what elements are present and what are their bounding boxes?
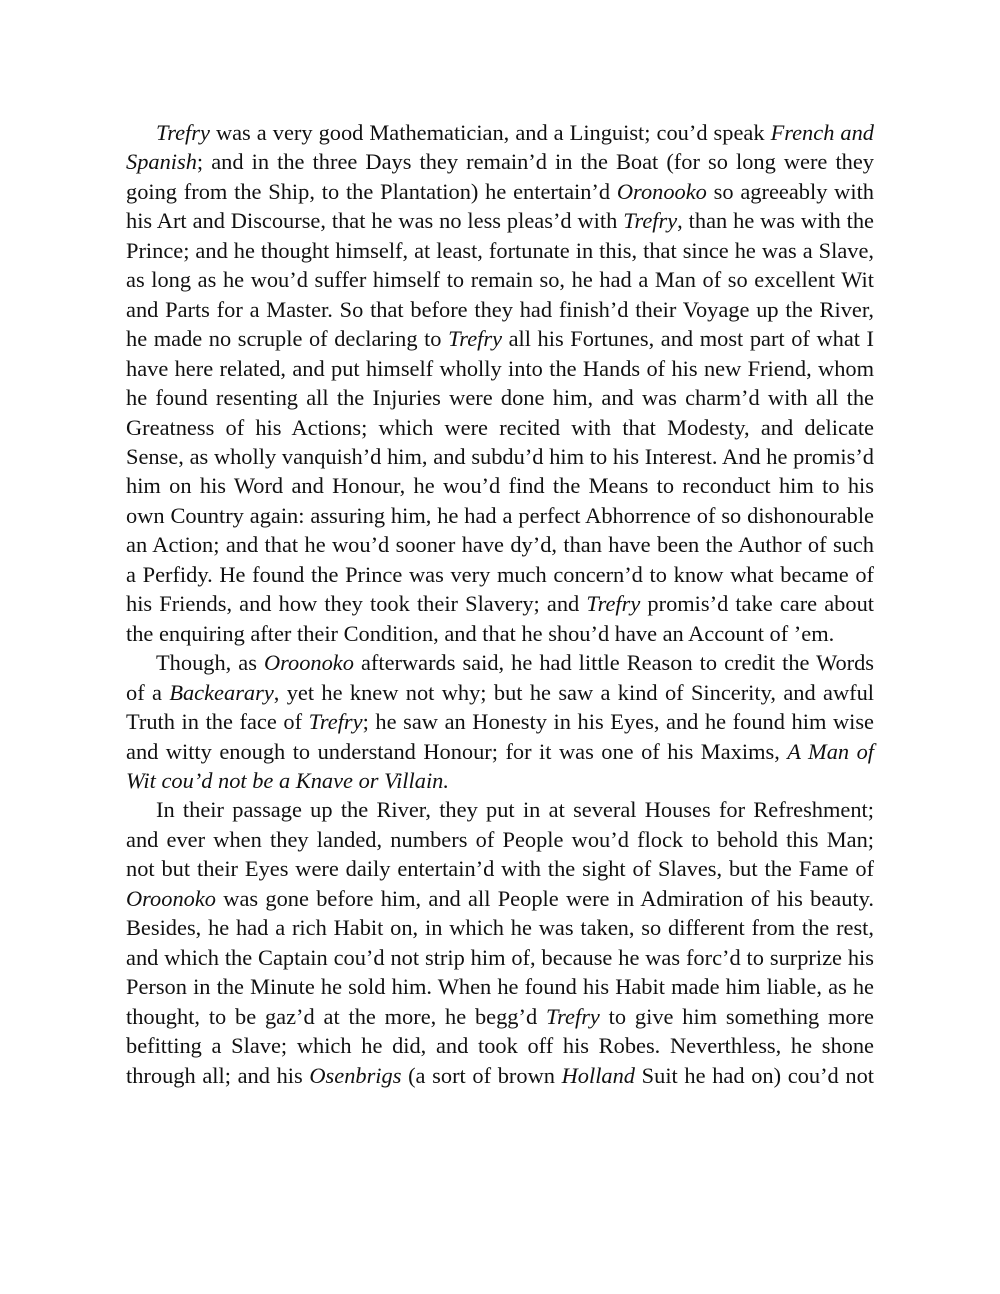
text-run: to give him something more befitting a Slave; which he did, and took off his Robes. Neverthless, he shone through all; and his bbox=[126, 1003, 874, 1088]
italic-text: French and Spanish bbox=[126, 120, 875, 175]
text-run: Suit he had on) cou’d not bbox=[635, 1062, 874, 1088]
text-run: ; he saw an Honesty in his Eyes, and he found him wise and witty enough to understand Honour; for it was one of his Maxims, bbox=[126, 709, 874, 764]
text-run: Though, as bbox=[156, 650, 264, 676]
italic-text: Oroonoko bbox=[263, 650, 354, 676]
italic-text: Trefry bbox=[308, 709, 363, 735]
italic-text: Holland bbox=[561, 1062, 636, 1088]
text-run: promis’d take care about the enquiring after their Condition, and that he shou’d have an Account of ’em. bbox=[126, 591, 874, 646]
italic-text: Trefry bbox=[586, 591, 641, 617]
italic-text: Trefry bbox=[448, 326, 503, 352]
text-run: afterwards said, he had little Reason to credit the Words of a bbox=[126, 650, 874, 705]
paragraph bbox=[126, 795, 874, 1090]
italic-text: Trefry bbox=[545, 1003, 600, 1029]
italic-text: Backearary bbox=[169, 679, 274, 705]
italic-text: A Man of Wit cou’d not be a Knave or Villain. bbox=[126, 738, 874, 793]
text-run: ; and in the three Days they remain’d in the Boat (for so long were they going from the Ship, to the Plantation) he entertain’d bbox=[126, 149, 874, 204]
text-run: all his Fortunes, and most part of what I have here related, and put himself wholly into the Hands of his new Friend, whom he found resenting all the Injuries were done him, and was charm’d with all the Greatness of his Actions; which were recited with that Modesty, and delicate Sense, as wholly vanquish’d him, and subdu’d him to his Interest. And he promis’d him on his Word and Honour, he wou’d find the Means to reconduct him to his own Country again: assuring him, he had a perfect Abhorrence of so dishonourable an Action; and that he wou’d sooner have dy’d, than have been the Author of such a Perfidy. He found the Prince was very much concern’d to know what became of his Friends, and how they took their Slavery; and bbox=[126, 326, 875, 617]
book-page bbox=[126, 118, 874, 1090]
text-run: In their passage up the River, they put in at several Houses for Refreshment; and ever when they landed, numbers of People wou’d flock to behold this Man; not but their Eyes were daily entertain’d with the sight of Slaves, but the Fame of bbox=[126, 797, 874, 882]
text-run: , yet he knew not why; but he saw a kind of Sincerity, and awful Truth in the face of bbox=[126, 679, 874, 735]
text-run: (a sort of brown bbox=[401, 1062, 562, 1088]
text-run: was gone before him, and all People were in Admiration of his beauty. Besides, he had a rich Habit on, in which he was taken, so different from the rest, and which the Captain cou’d not strip him of, because he was forc’d to surprize his Person in the Minute he sold him. When he found his Habit made him liable, as he thought, to be gaz’d at the more, he begg’d bbox=[126, 885, 874, 1029]
italic-text: Oroonoko bbox=[126, 885, 216, 911]
text-run: so agreeably with his Art and Discourse, that he was no less pleas’d with bbox=[126, 178, 874, 234]
text-run: was a very good Mathematician, and a Linguist; cou’d speak bbox=[209, 120, 771, 145]
italic-text: Trefry bbox=[623, 208, 678, 234]
paragraph bbox=[126, 648, 874, 795]
text-run: , than he was with the Prince; and he thought himself, at least, fortunate in this, that since he was a Slave, as long as he wou’d suffer himself to remain so, he had a Man of so excellent Wit and Parts for a Master. So that before they had finish’d their Voyage up the River, he made no scruple of declaring to bbox=[126, 208, 874, 352]
paragraph bbox=[126, 118, 874, 648]
italic-text: Osenbrigs bbox=[309, 1062, 402, 1088]
italic-text: Trefry bbox=[156, 120, 210, 145]
italic-text: Oronooko bbox=[616, 178, 707, 204]
